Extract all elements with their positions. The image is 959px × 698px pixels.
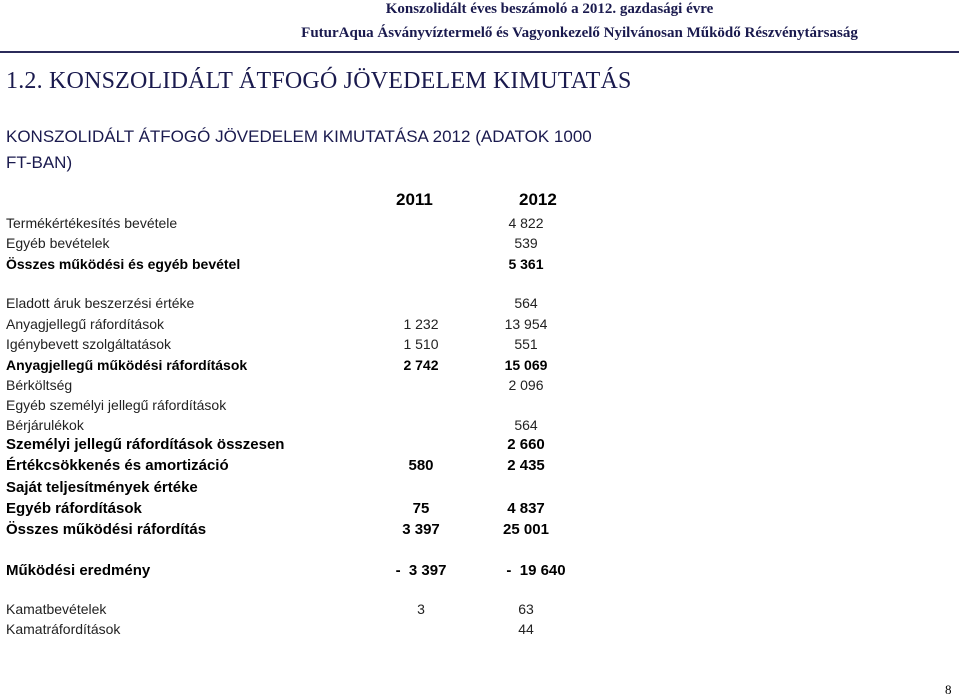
page-number: 8 (945, 682, 952, 697)
row-label: Működési eredmény (6, 562, 151, 579)
value-2011: 75 (412, 500, 430, 517)
table-row (6, 355, 606, 375)
value-2012: 539 (514, 235, 538, 251)
value-2012: - 19 640 (506, 562, 566, 579)
table-row (6, 293, 606, 313)
table-row (6, 233, 606, 253)
table-row (6, 599, 606, 619)
table-row (6, 561, 606, 581)
row-label: Értékcsökkenés és amortizáció (6, 457, 229, 474)
value-2012: 15 069 (504, 357, 548, 373)
row-label: Egyéb személyi jellegű ráfordítások (6, 397, 227, 413)
value-2012: 13 954 (504, 316, 548, 332)
value-2011: 580 (408, 457, 434, 474)
table-row (6, 395, 606, 415)
table-row (6, 213, 606, 233)
table-row (6, 478, 606, 498)
row-label: Egyéb ráfordítások (6, 500, 142, 517)
table-row (6, 375, 606, 395)
value-2011: 1 232 (403, 316, 439, 332)
row-label: Anyagjellegű működési ráfordítások (6, 357, 248, 373)
report-title: KONSZOLIDÁLT ÁTFOGÓ JÖVEDELEM KIMUTATÁSA 2012 (ADATOK 1000 FT-BAN) (6, 127, 592, 172)
table-row (6, 456, 606, 476)
table-row (6, 415, 606, 435)
row-label: Bérköltség (6, 377, 73, 393)
value-2011: 3 397 (402, 521, 440, 538)
row-label: Saját teljesítmények értéke (6, 479, 198, 496)
value-2012: 2 435 (507, 457, 545, 474)
column-header-2012: 2012 (519, 190, 557, 209)
value-2012: 25 001 (503, 521, 549, 538)
table-row (6, 520, 606, 540)
row-label: Kamatráfordítások (6, 621, 121, 637)
value-2012: 44 (518, 621, 534, 637)
table-row (6, 314, 606, 334)
table-row (6, 254, 606, 274)
column-header-2011: 2011 (396, 190, 433, 209)
value-2012: 2 660 (507, 436, 545, 453)
value-2012: 4 837 (507, 500, 545, 517)
row-label: Termékértékesítés bevétele (6, 215, 178, 231)
value-2012: 4 822 (508, 215, 544, 231)
header-line-1: Konszolidált éves beszámoló a 2012. gazdasági évre (385, 1, 714, 17)
table-row (6, 334, 606, 354)
row-label: Kamatbevételek (6, 601, 107, 617)
header-rule (0, 51, 959, 53)
table-row (6, 499, 606, 519)
row-label: Összes működési és egyéb bevétel (6, 256, 241, 272)
table-row (6, 619, 606, 639)
row-label: Bérjárulékok (6, 417, 84, 433)
value-2011: 1 510 (403, 336, 439, 352)
table-row (6, 435, 606, 455)
value-2011: - 3 397 (395, 562, 447, 579)
value-2011: 3 (417, 601, 425, 617)
value-2011: 2 742 (403, 357, 439, 373)
value-2012: 63 (518, 601, 534, 617)
row-label: Eladott áruk beszerzési értéke (6, 295, 195, 311)
value-2012: 5 361 (508, 256, 544, 272)
value-2012: 564 (514, 295, 538, 311)
row-label: Személyi jellegű ráfordítások összesen (6, 436, 285, 453)
section-title: 1.2. KONSZOLIDÁLT ÁTFOGÓ JÖVEDELEM KIMUTATÁS (6, 68, 632, 94)
row-label: Anyagjellegű ráfordítások (6, 316, 164, 332)
value-2012: 564 (514, 417, 538, 433)
value-2012: 2 096 (508, 377, 544, 393)
header-line-2: FuturAqua Ásványvíztermelő és Vagyonkezelő Nyilvánosan Működő Részvénytársaság (301, 25, 858, 41)
value-2012: 551 (514, 336, 538, 352)
row-label: Összes működési ráfordítás (6, 521, 207, 538)
row-label: Egyéb bevételek (6, 235, 110, 251)
row-label: Igénybevett szolgáltatások (6, 336, 171, 352)
